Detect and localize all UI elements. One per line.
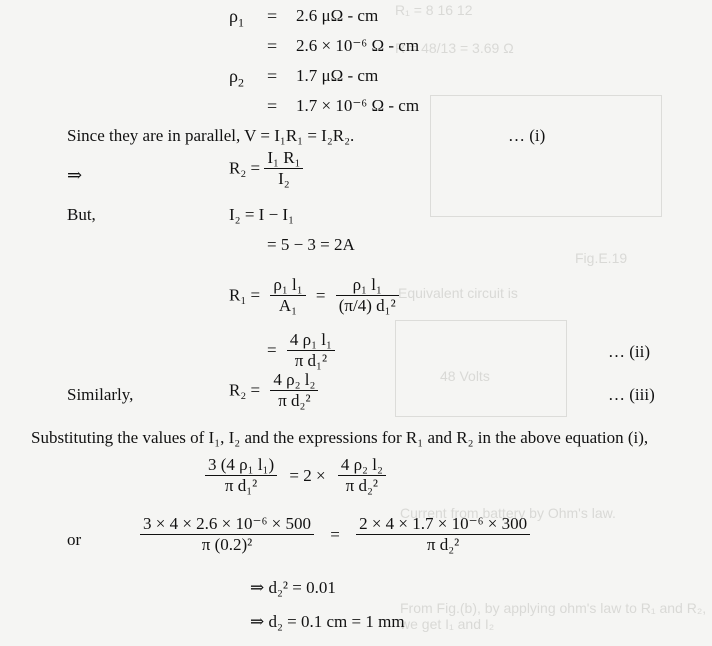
i2-value: = 5 − 3 = 2A bbox=[267, 235, 355, 254]
ghost-text: From Fig.(b), by applying ohm's law to R₁ and R₂, we get I₁ and I₂ bbox=[400, 600, 707, 632]
rho1-value-si: 2.6 × 10⁻⁶ Ω - cm bbox=[296, 36, 420, 55]
equals-sign: = bbox=[267, 96, 278, 116]
r2-from-v-equation: R₂ = $\frac{\text{I₁ R₁}}{\text{I₂}}$ bbox=[229, 148, 303, 189]
ghost-text: Current from battery by Ohm's law. bbox=[400, 505, 616, 521]
ghost-text: R₁ = 8 16 12 bbox=[395, 2, 473, 18]
but-label: But, bbox=[67, 205, 96, 224]
substituting-statement: Substituting the values of I₁, I₂ and the expressions for R₁ and R₂ in the above equation (i), bbox=[31, 428, 649, 447]
substituted-equation: $\frac{\text{3 (4 ρ₁ l₁)}}{\text{π d₁²}}$ = 2 × $\frac{\text{4 ρ₂ l₂}}{\text{π d₂²}}$ bbox=[205, 455, 386, 496]
equation-tag-i: … (i) bbox=[508, 126, 546, 145]
r2-equation: R₂ = $\frac{\text{4 ρ₂ l₂}}{\text{π d₂²}}$ bbox=[229, 370, 318, 411]
ghost-circuit bbox=[430, 95, 662, 217]
ghost-text: R = 48/13 = 3.69 Ω bbox=[395, 40, 514, 56]
result-d2: ⇒ d₂ = 0.1 cm = 1 mm bbox=[250, 612, 405, 631]
rho1-value: 2.6 μΩ - cm bbox=[296, 6, 379, 25]
or-label: or bbox=[67, 530, 82, 549]
rho1-symbol: $\rho_1$ bbox=[229, 6, 244, 30]
equals-sign: = bbox=[267, 66, 278, 86]
fraction: $\frac{\text{I₁ R₁}}{\text{I₂}}$ bbox=[264, 148, 303, 189]
numeric-equation: $\frac{\text{3 × 4 × 2.6 × 10⁻⁶ × 500}}{\text{π (0.2)²}}$ = $\frac{\text{2 × 4 × 1.7 × 10⁻⁶ × 300}}{\text{π d₂²}}$ bbox=[140, 514, 530, 555]
rho2-symbol: $\rho_2$ bbox=[229, 66, 244, 90]
equals-sign: = bbox=[267, 6, 278, 26]
ghost-text: 48 Volts bbox=[440, 368, 490, 384]
similarly-label: Similarly, bbox=[67, 385, 134, 404]
equation-tag-ii: … (ii) bbox=[608, 342, 651, 361]
r1-equation: R₁ = $\frac{\text{ρ₁ l₁}}{\text{A₁}}$ = $\frac{\text{ρ₁ l₁}}{\text{(π/4) d₁²}}$ bbox=[229, 275, 399, 316]
result-d2-squared: ⇒ d₂² = 0.01 bbox=[250, 578, 336, 597]
equation-tag-iii: … (iii) bbox=[608, 385, 655, 404]
ghost-text: Equivalent circuit is bbox=[398, 285, 518, 301]
r1-equation-simplified: = $\frac{\text{4 ρ₁ l₁}}{\text{π d₁²}}$ bbox=[267, 330, 335, 371]
implies-arrow: ⇒ bbox=[67, 165, 83, 185]
rho2-value-si: 1.7 × 10⁻⁶ Ω - cm bbox=[296, 96, 420, 115]
i2-equation: I₂ = I − I₁ bbox=[229, 205, 295, 224]
rho2-value: 1.7 μΩ - cm bbox=[296, 66, 379, 85]
ghost-text: Fig.E.19 bbox=[575, 250, 628, 266]
parallel-statement: Since they are in parallel, V = I₁R₁ = I₂R₂. bbox=[67, 126, 355, 145]
equals-sign: = bbox=[267, 36, 278, 56]
